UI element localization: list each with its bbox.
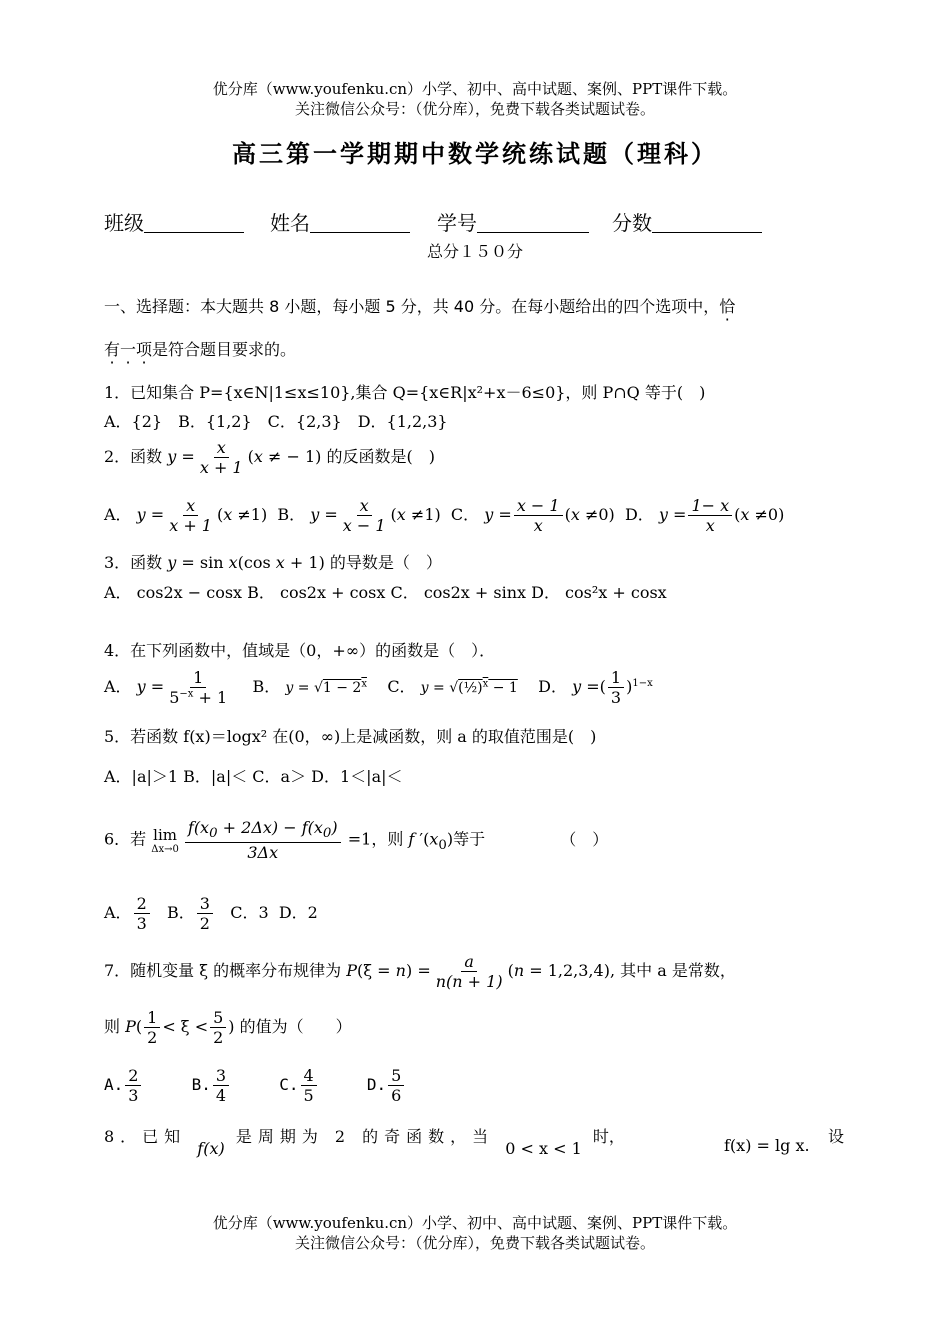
class-label: 班级 [104,211,144,235]
q8-stem: 8．已知 f(x) 是周期为 2 的奇函数，当 0 < x < 1 时， [104,1127,625,1158]
section-intro-line1: 一、选择题：本大题共 8 小题，每小题 5 分，共 40 分。在每小题给出的四个选项中，恰 [104,297,736,316]
score-field[interactable] [612,207,762,236]
page-title: 高三第一学期期中数学统练试题（理科） [232,139,718,168]
score-label: 分数 [612,211,652,235]
q2-options: A． y = $\frac{x}{x + 1}$ (x ≠1) B． y = $\frac{x}{x - 1}$ (x ≠1) C． y = $\frac{x - 1}{x}$ (x ≠0) D． y = $\frac{1- x}{x}$ (x ≠0) [104,496,785,536]
name-field[interactable] [270,207,410,236]
total-score: 总分１５０分 [426,242,523,261]
q1-options: A．{2} B．{1,2} C．{2,3} D．{1,2,3} [104,412,448,431]
q6-stem: 6．若 lim Δx→0 $\frac{f(x_0 + 2\Delta x) - f(x_0)}{3\Delta x}$ =1，则 f $'(x_0)$等于 （ ） [104,818,609,863]
q8-end: 设 [828,1127,845,1146]
student-id-field[interactable] [437,207,589,236]
q7-stem: 7．随机变量 ξ 的概率分布规律为 P(ξ = n) = $\frac{a}{n(n + 1)}$ (n = 1,2,3,4), 其中 a 是常数， [104,952,736,992]
q7-options: A. $\frac{2}{3}$ B. $\frac{3}{4}$ C. $\frac{4}{5}$ D. $\frac{5}{6}$ [104,1066,406,1105]
class-field[interactable] [104,207,244,236]
q5-options: A．|a|＞1 B．|a|＜ C．a＞ D．1＜|a|＜ [104,767,403,786]
student-id-label: 学号 [437,211,477,235]
header-line-2: 关注微信公众号：（优分库），免费下载各类试题试卷。 [294,100,655,118]
q2-stem: 2．函数 y = $\frac{x}{x + 1}$ (x ≠ − 1) 的反函数是( ) [104,438,435,478]
section-intro-line2: 有一项是符合题目要求的。 [104,340,297,359]
q7-line2: 则 P( $\frac{1}{2}$ < ξ < $\frac{5}{2}$ ) 的值为（ ） [104,1008,352,1048]
q3-options: A． cos2x − cosx B． cos2x + cosx C． cos2x + sinx D． cos²x + cosx [104,583,667,602]
q4-options: A． y = $\frac{1}{5^{-x} + 1}$ B． $y = √1 - 2^x$ C． y = √(½)$^x$ − 1 D． y =( $\frac{1}{3}$ )$^{1-x}$ [104,668,653,708]
q8-equation: f(x) = lg x. [724,1136,810,1155]
q4-stem: 4．在下列函数中，值域是（0，+∞）的函数是（ ）． [104,641,496,660]
name-label: 姓名 [270,211,310,235]
footer-line-1: 优分库（www.youfenku.cn）小学、初中、高中试题、案例、PPT课件下载。 [212,1214,738,1232]
q5-stem: 5．若函数 f(x)＝logx² 在(0，∞)上是减函数，则 a 的取值范围是( ) [104,727,597,746]
header-line-1: 优分库（www.youfenku.cn）小学、初中、高中试题、案例、PPT课件下载。 [212,80,738,98]
footer-line-2: 关注微信公众号：（优分库），免费下载各类试题试卷。 [294,1234,655,1252]
q6-options: A． $\frac{2}{3}$ B． $\frac{3}{2}$ C．3 D．2 [104,894,318,934]
q3-stem: 3．函数 y = sin x(cos x + 1) 的导数是（ ） [104,553,442,572]
q1-stem: 1．已知集合 P={x∈N|1≤x≤10},集合 Q={x∈R|x²+x－6≤0}，则 P∩Q 等于( ) [104,383,706,402]
